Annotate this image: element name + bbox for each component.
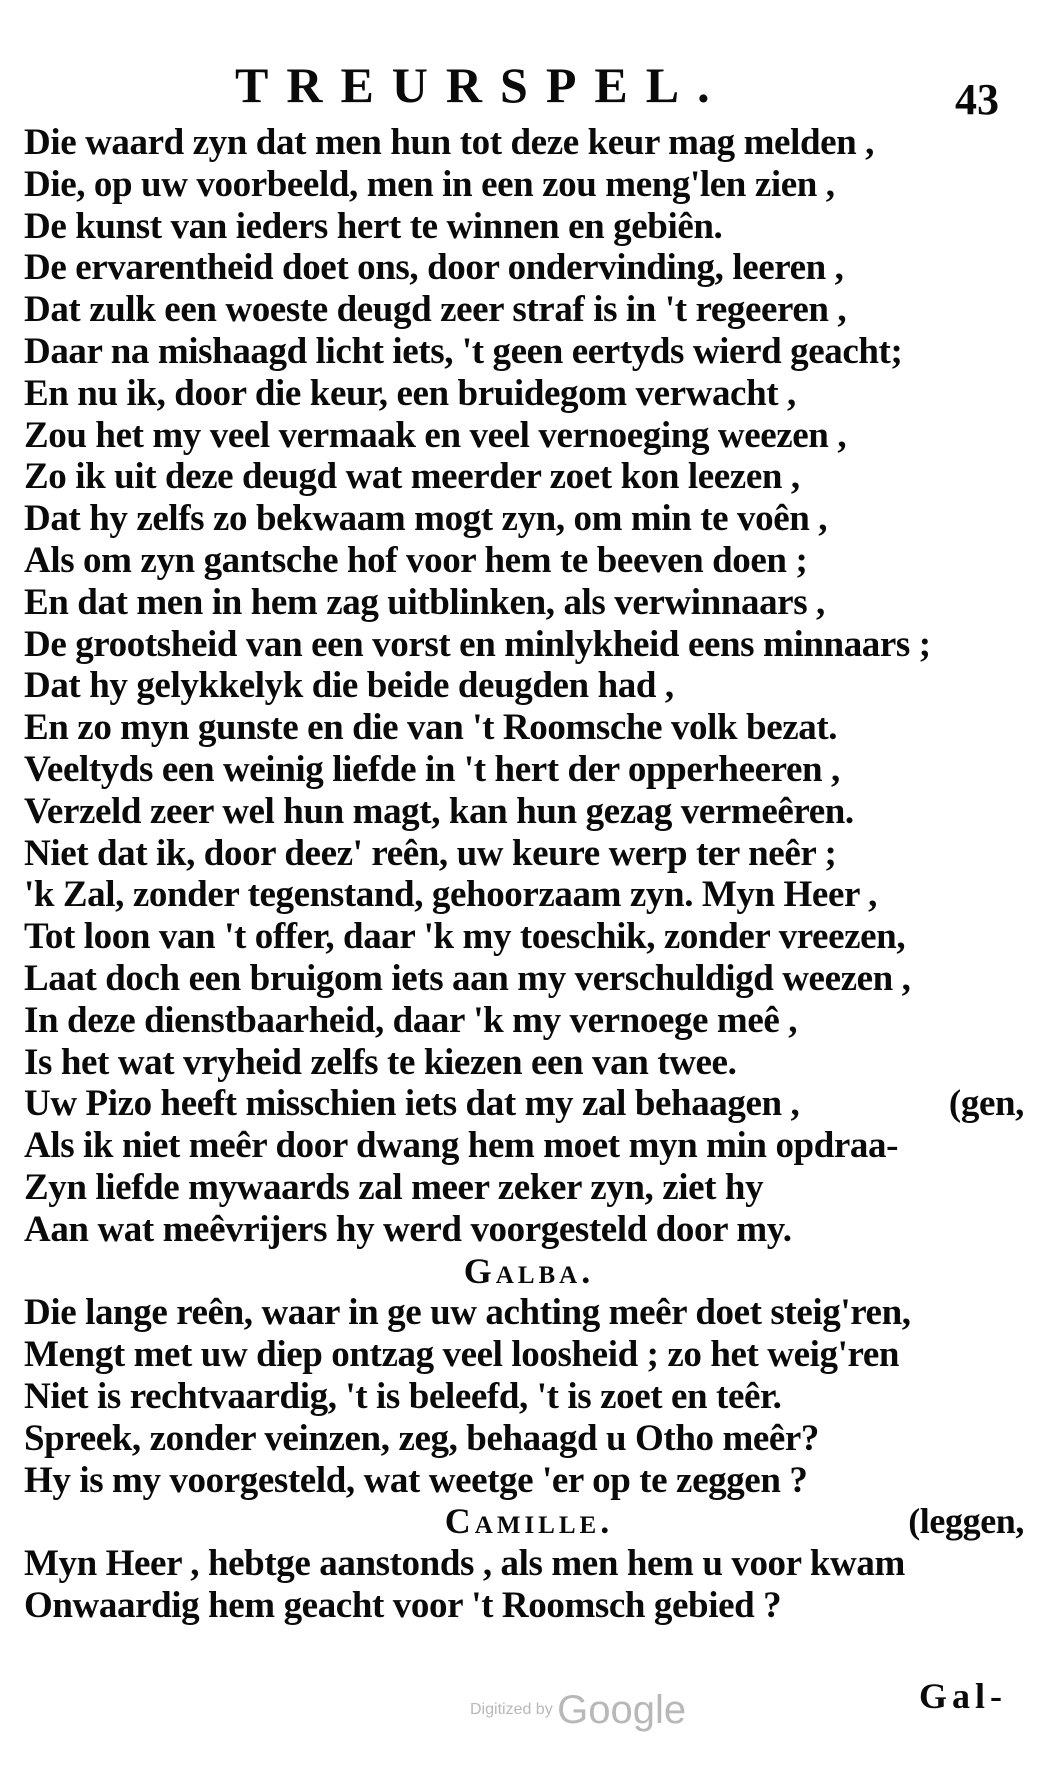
verse-line: Is het wat vryheid zelfs te kiezen een van twee. — [24, 1041, 737, 1083]
verse-line: Daar na mishaagd licht iets, 't geen eertyds wierd geacht; — [24, 330, 903, 372]
verse-line: Laat doch een bruigom iets aan my verschuldigd weezen , — [24, 957, 911, 999]
turnover-text: (leggen, — [908, 1501, 1024, 1542]
verse-line-with-turnover — [24, 1083, 1034, 1125]
verse-line: Zyn liefde mywaards zal meer zeker zyn, ziet hy — [24, 1166, 764, 1208]
verse-line: Hy is my voorgesteld, wat weetge 'er op te zeggen ? — [24, 1459, 808, 1501]
verse-line: Onwaardig hem geacht voor 't Roomsch gebied ? — [24, 1584, 782, 1626]
running-head: TREURSPEL. — [235, 57, 728, 113]
catchword: Gal- — [919, 1676, 1007, 1716]
verse-line: En dat men in hem zag uitblinken, als verwinnaars , — [24, 581, 825, 623]
verse-line: Als om zyn gantsche hof voor hem te beeven doen ; — [24, 539, 808, 581]
verse-text — [24, 122, 1034, 1627]
verse-line: Die, op uw voorbeeld, men in een zou meng'len zien , — [24, 163, 835, 205]
verse-line: Veeltyds een weinig liefde in 't hert der opperheeren , — [24, 748, 840, 790]
verse-line: Aan wat meêvrijers hy werd voorgesteld door my. — [24, 1208, 792, 1250]
verse-line: De ervarentheid doet ons, door ondervinding, leeren , — [24, 247, 844, 289]
verse-line: De kunst van ieders hert te winnen en gebiên. — [24, 205, 723, 247]
verse-line: En zo myn gunste en die van 't Roomsche volk bezat. — [24, 707, 838, 749]
turnover-text: (gen, — [948, 1083, 1024, 1125]
verse-line: Dat hy gelykkelyk die beide deugden had , — [24, 665, 674, 707]
verse-line: In deze dienstbaarheid, daar 'k my vernoege meê , — [24, 999, 798, 1041]
verse-line: Dat hy zelfs zo bekwaam mogt zyn, om min te voên , — [24, 498, 828, 540]
verse-line: Verzeld zeer wel hun magt, kan hun gezag vermeêren. — [24, 790, 854, 832]
verse-line: 'k Zal, zonder tegenstand, gehoorzaam zyn. Myn Heer , — [24, 874, 878, 916]
verse-line: Als ik niet meêr door dwang hem moet myn min opdraa- — [24, 1125, 899, 1167]
verse-line: Tot loon van 't offer, daar 'k my toeschik, zonder vreezen, — [24, 916, 906, 958]
speaker-name: Galba. — [463, 1250, 595, 1291]
verse-line: Niet is rechtvaardig, 't is beleefd, 't is zoet en teêr. — [24, 1375, 782, 1417]
digitization-watermark — [470, 1690, 686, 1730]
verse-line-text: Uw Pizo heeft misschien iets dat my zal behaagen , — [24, 1083, 800, 1125]
verse-line: Spreek, zonder veinzen, zeg, behaagd u Otho meêr? — [24, 1417, 820, 1459]
speaker-heading — [24, 1501, 1034, 1543]
verse-line: Zo ik uit deze deugd wat meerder zoet kon leezen , — [24, 456, 800, 498]
verse-line: Die waard zyn dat men hun tot deze keur mag melden , — [24, 122, 875, 163]
verse-line: Zou het my veel vermaak en veel vernoeging weezen , — [24, 414, 847, 456]
watermark-logo: Google — [557, 1688, 687, 1732]
verse-line: En nu ik, door die keur, een bruidegom verwacht , — [24, 372, 796, 414]
verse-line: Die lange reên, waar in ge uw achting meêr doet steig'ren, — [24, 1292, 911, 1334]
verse-line: Mengt met uw diep ontzag veel loosheid ; zo het weig'ren — [24, 1334, 900, 1376]
verse-line: Dat zulk een woeste deugd zeer straf is in 't regeeren , — [24, 289, 847, 331]
speaker-heading — [24, 1251, 1034, 1293]
verse-line: Myn Heer , hebtge aanstonds , als men hem u voor kwam — [24, 1543, 905, 1585]
page-number: 43 — [955, 75, 999, 124]
watermark-prefix: Digitized by — [470, 1701, 553, 1718]
verse-line: Niet dat ik, door deez' reên, uw keure werp ter neêr ; — [24, 832, 837, 874]
verse-line: De grootsheid van een vorst en minlykheid eens minnaars ; — [24, 623, 931, 665]
speaker-name: Camille. — [444, 1501, 614, 1542]
